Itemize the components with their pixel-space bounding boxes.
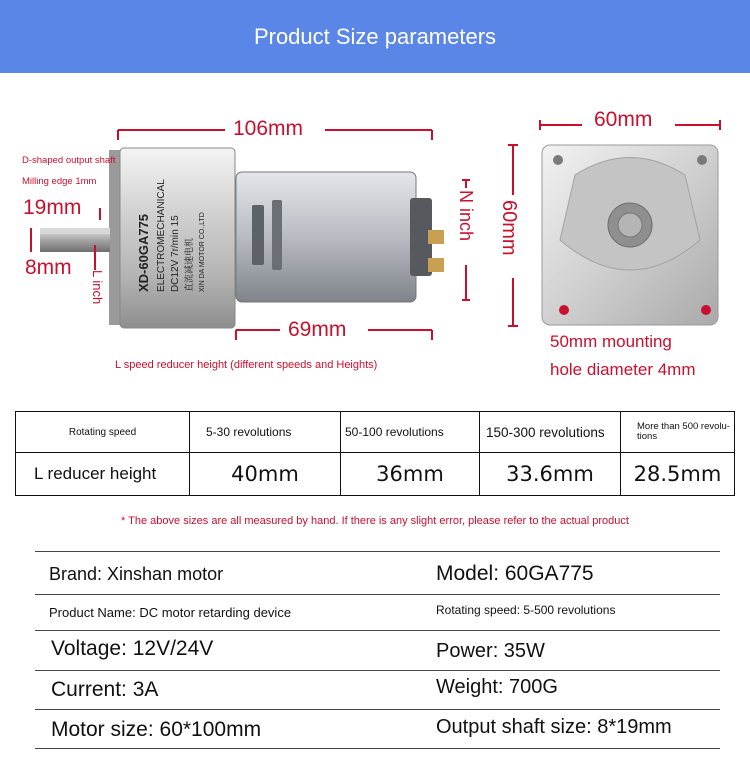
motor-brand-label: ELECTROMECHANICAL — [156, 179, 167, 292]
param-row — [35, 594, 720, 631]
param-row — [35, 710, 720, 749]
title-banner — [0, 0, 750, 73]
table-cell: 28.5mm — [621, 453, 735, 496]
flange-illustration — [500, 100, 750, 340]
param-row — [35, 631, 720, 671]
table-row-label: L reducer height — [16, 453, 190, 496]
table-cell: 5-30 revolutions — [190, 412, 341, 453]
mounting-hole — [553, 155, 563, 165]
table-row — [16, 453, 735, 496]
table-cell: 40mm — [190, 453, 341, 496]
dim-length-total: 106mm — [233, 117, 304, 140]
motor-chinese-label: 直流减速电机 — [184, 237, 194, 292]
dim-flange-width: 60mm — [594, 108, 653, 131]
measurement-note: * The above sizes are all measured by hand. If there is any slight error, please refer to the actual product — [121, 515, 629, 527]
dim-l-inch: L inch — [90, 270, 105, 305]
note-d-shaped: D-shaped output shaft — [22, 155, 116, 166]
table-cell: 33.6mm — [480, 453, 621, 496]
param-product-name: Product Name: DC motor retarding device — [49, 605, 292, 620]
speed-height-table — [15, 411, 735, 496]
param-row — [35, 671, 720, 710]
dim-n-inch: N inch — [456, 190, 476, 242]
param-weight: Weight: 700G — [436, 676, 558, 698]
table-cell: 150-300 revolutions — [480, 412, 621, 453]
dim-shaft-diameter: 8mm — [25, 256, 72, 279]
motor-model-label: XD-60GA775 — [136, 213, 151, 292]
param-voltage: Voltage: 12V/24V — [51, 637, 214, 660]
param-shaft-size: Output shaft size: 8*19mm — [436, 716, 672, 738]
param-motor-size: Motor size: 60*100mm — [51, 718, 262, 741]
flange-end-view — [500, 100, 750, 390]
motor-side-view — [0, 80, 500, 390]
page-title: Product Size parameters — [253, 23, 497, 49]
d-flat — [40, 228, 110, 234]
table-cell: 36mm — [341, 453, 480, 496]
param-row — [35, 551, 720, 595]
table-row — [16, 412, 735, 453]
dim-motor-length: 69mm — [288, 318, 347, 341]
param-rotating-speed: Rotating speed: 5-500 revolutions — [436, 603, 616, 617]
dim-shaft-length: 19mm — [23, 196, 82, 219]
motor-spec-label: DC12V 7r/min 15 — [170, 215, 181, 292]
motor-company-label: XIN DA MOTOR CO.,LTD — [199, 212, 206, 292]
table-cell: 50-100 revolutions — [341, 412, 480, 453]
table-cell: More than 500 revolu-tions — [621, 412, 735, 453]
note-milling: Milling edge 1mm — [22, 176, 97, 187]
hole-note-line1: 50mm mounting — [550, 332, 672, 351]
param-model: Model: 60GA775 — [436, 562, 594, 585]
hole-note-line2: hole diameter 4mm — [550, 360, 696, 379]
param-power: Power: 35W — [436, 640, 545, 662]
param-brand: Brand: Xinshan motor — [49, 564, 224, 584]
terminal — [428, 230, 444, 244]
table-row-label: Rotating speed — [16, 412, 190, 453]
caption-reducer: L speed reducer height (different speeds and Heights) — [115, 359, 378, 371]
param-current: Current: 3A — [51, 678, 159, 701]
dim-flange-height: 60mm — [498, 200, 520, 256]
